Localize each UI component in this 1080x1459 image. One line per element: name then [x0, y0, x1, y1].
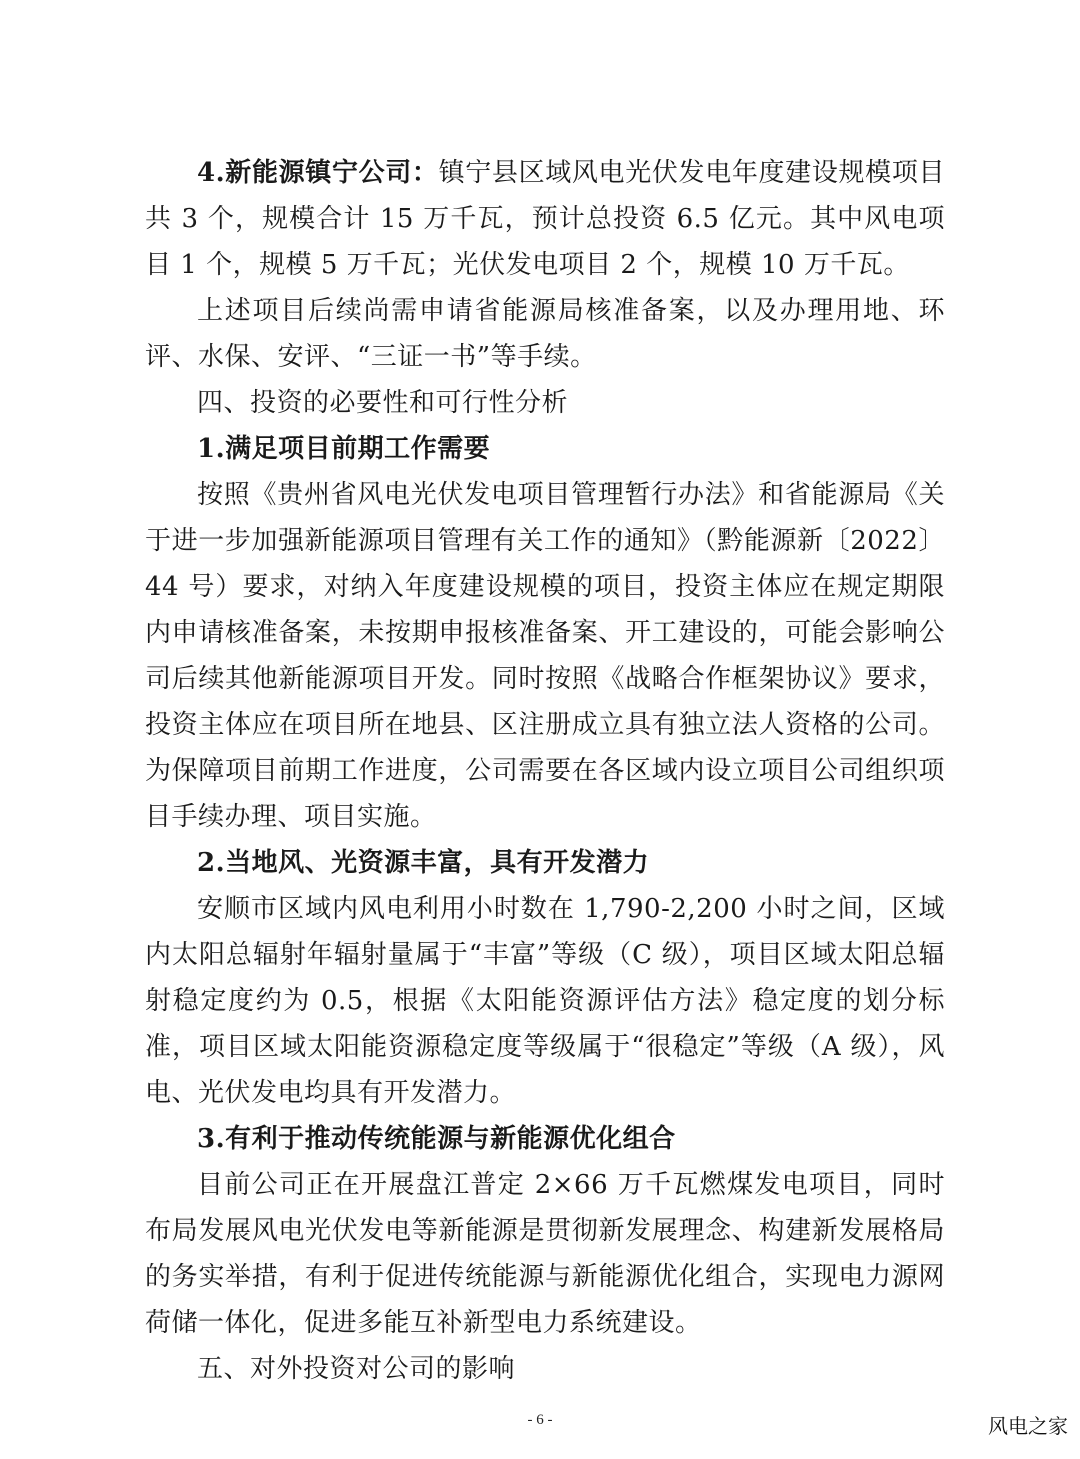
paragraph-followup-procedures: 上述项目后续尚需申请省能源局核准备案，以及办理用地、环评、水保、安评、“三证一书”等手续。 — [145, 296, 945, 372]
paragraph-text: 镇宁县区域风电光伏发电年度建设规模项目共 3 个，规模合计 15 万千瓦，预计总投资 6.5 亿元。其中风电项目 1 个，规模 5 万千瓦；光伏发电项目 2 个，规模 10 万千瓦。 — [145, 158, 945, 280]
subheading-1: 1.满足项目前期工作需要 — [197, 434, 491, 464]
paragraph-lead: 4.新能源镇宁公司： — [197, 158, 439, 188]
watermark-text: 风电之家 — [988, 1414, 1068, 1438]
paragraph-resources: 安顺市区域内风电利用小时数在 1,790-2,200 小时之间，区域内太阳总辐射年辐射量属于“丰富”等级（C 级），项目区域太阳总辐射稳定度约为 0.5，根据《太阳能资源评估方法》稳定度的划分标准，项目区域太阳能资源稳定度等级属于“很稳定”等级（A 级），风电、光伏发电均具有开发潜力。 — [145, 894, 945, 1108]
paragraph-preliminary-work: 按照《贵州省风电光伏发电项目管理暂行办法》和省能源局《关于进一步加强新能源项目管理有关工作的通知》（黔能源新〔2022〕44 号）要求，对纳入年度建设规模的项目，投资主体应在规定期限内申请核准备案，未按期申报核准备案、开工建设的，可能会影响公司后续其他新能源项目开发。同时按照《战略合作框架协议》要求，投资主体应在项目所在地县、区注册成立具有独立法人资格的公司。为保障项目前期工作进度，公司需要在各区域内设立项目公司组织项目手续办理、项目实施。 — [145, 480, 945, 832]
page-number: - 6 - — [527, 1412, 553, 1428]
subheading-2: 2.当地风、光资源丰富，具有开发潜力 — [197, 848, 650, 878]
subheading-3: 3.有利于推动传统能源与新能源优化组合 — [197, 1124, 676, 1154]
document-page — [145, 150, 945, 1392]
section-heading-5: 五、对外投资对公司的影响 — [197, 1354, 516, 1384]
paragraph-energy-combination: 目前公司正在开展盘江普定 2×66 万千瓦燃煤发电项目，同时布局发展风电光伏发电等新能源是贯彻新发展理念、构建新发展格局的务实举措，有利于促进传统能源与新能源优化组合，实现电力源网荷储一体化，促进多能互补新型电力系统建设。 — [145, 1170, 945, 1338]
paragraph-zhenning-company — [145, 150, 945, 288]
section-heading-4: 四、投资的必要性和可行性分析 — [197, 388, 569, 418]
